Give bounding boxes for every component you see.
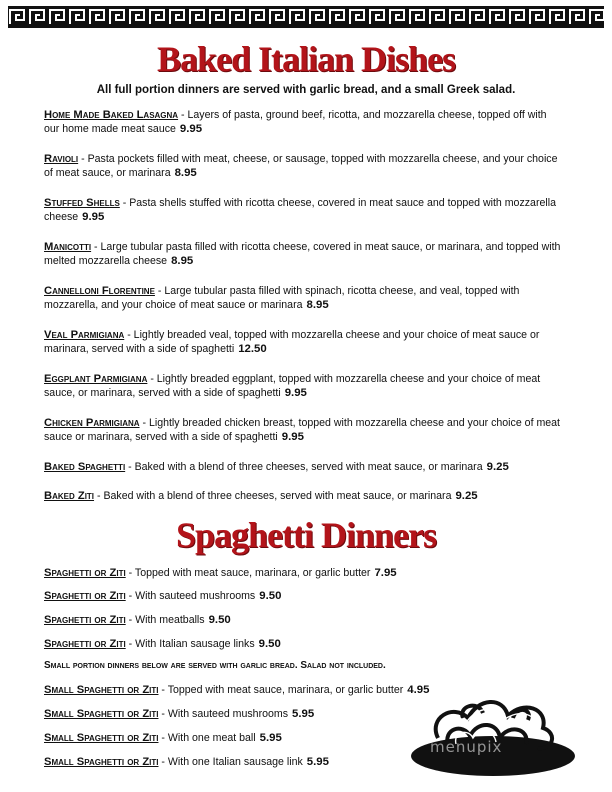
greek-key-border-top: [8, 6, 604, 28]
spaghetti-plate-icon: [408, 688, 578, 780]
menu-item-spaghetti-mushrooms: [44, 589, 564, 603]
menu-item-veal-parmigiana: [44, 328, 564, 356]
item-name: Ravioli: [44, 153, 79, 165]
item-name: Small Spaghetti or Ziti: [44, 684, 159, 696]
menu-item-lasagna: [44, 108, 564, 136]
item-name: Spaghetti or Ziti: [44, 614, 126, 626]
item-name: Spaghetti or Ziti: [44, 590, 126, 602]
menu-item-cannelloni: [44, 284, 564, 312]
item-price: 9.95: [284, 387, 307, 399]
item-price: 5.95: [292, 708, 315, 720]
item-name: Veal Parmigiana: [44, 329, 125, 341]
item-desc: - Pasta pockets filled with meat, cheese, or sausage, topped with mozzarella cheese, and your choice of meat sauce, or marinara: [44, 153, 558, 179]
item-desc: - With one Italian sausage link: [158, 756, 303, 768]
menu-item-manicotti: [44, 240, 564, 268]
item-price: 9.50: [258, 638, 281, 650]
item-price: 5.95: [259, 732, 282, 744]
item-price: 9.25: [455, 490, 478, 502]
item-desc: - With sauteed mushrooms: [125, 590, 256, 602]
item-price: 7.95: [374, 567, 397, 579]
spaghetti-dinners-title: Spaghetti Dinners: [175, 515, 437, 555]
item-name: Small Spaghetti or Ziti: [44, 732, 159, 744]
item-price: 9.95: [179, 123, 203, 135]
item-name: Chicken Parmigiana: [44, 417, 140, 429]
item-price: 9.50: [259, 590, 282, 602]
menu-item-spaghetti-basic: [44, 566, 564, 580]
item-desc: - With meatballs: [125, 614, 205, 626]
item-desc: - Topped with meat sauce, marinara, or garlic butter: [158, 684, 404, 696]
menu-item-eggplant-parmigiana: [44, 372, 564, 400]
item-name: Eggplant Parmigiana: [44, 373, 148, 385]
item-price: 9.50: [208, 614, 231, 626]
baked-dishes-title: Baked Italian Dishes: [156, 39, 456, 79]
menupix-watermark: menupix: [430, 738, 503, 756]
menu-item-baked-spaghetti: [44, 460, 564, 474]
item-price: 12.50: [238, 343, 267, 355]
item-desc: - Topped with meat sauce, marinara, or garlic butter: [125, 567, 371, 579]
item-desc: - With Italian sausage links: [125, 638, 255, 650]
item-desc: - With one meat ball: [158, 732, 256, 744]
menu-item-stuffed-shells: [44, 196, 564, 224]
item-price: 9.95: [82, 211, 105, 223]
item-name: Cannelloni Florentine: [44, 285, 155, 297]
menu-item-ravioli: [44, 152, 564, 180]
item-desc: - With sauteed mushrooms: [158, 708, 289, 720]
item-name: Manicotti: [44, 241, 92, 253]
item-desc: - Large tubular pasta filled with spinach, ricotta cheese, and veal, topped with mozzarella, and your choice of meat sauce or marinara: [44, 285, 520, 311]
menu-item-spaghetti-meatballs: [44, 613, 564, 627]
item-price: 8.95: [171, 255, 194, 267]
item-desc: - Large tubular pasta filled with ricotta cheese, covered in meat sauce, or marinara, and topped with melted mozzarella cheese: [44, 241, 561, 267]
item-name: Baked Ziti: [44, 490, 95, 502]
item-desc: - Baked with a blend of three cheeses, served with meat sauce, or marinara: [94, 490, 452, 502]
item-price: 4.95: [407, 684, 430, 696]
item-name: Stuffed Shells: [44, 197, 120, 209]
item-name: Home Made Baked Lasagna: [44, 109, 179, 121]
item-desc: - Layers of pasta, ground beef, ricotta, and mozzarella cheese, topped off with our home made meat sauce: [44, 109, 547, 135]
item-price: 9.95: [281, 431, 304, 443]
item-desc: - Lightly breaded chicken breast, topped with mozzarella cheese and your choice of meat sauce or marinara, served with a side of spaghetti: [44, 417, 561, 443]
item-desc: - Pasta shells stuffed with ricotta cheese, covered in meat sauce and topped with mozzarella cheese: [44, 197, 556, 223]
item-name: Spaghetti or Ziti: [44, 567, 126, 579]
item-price: 8.95: [174, 167, 197, 179]
menu-item-baked-ziti: [44, 489, 564, 503]
menu-item-spaghetti-sausage: [44, 637, 564, 651]
small-portion-note: Small portion dinners below are served with garlic bread. Salad not included.: [44, 660, 386, 671]
item-name: Baked Spaghetti: [44, 461, 126, 473]
item-name: Spaghetti or Ziti: [44, 638, 126, 650]
item-desc: - Lightly breaded veal, topped with mozzarella cheese and your choice of meat sauce or marinara, served with a side of spaghetti: [44, 329, 540, 355]
item-desc: - Lightly breaded eggplant, topped with mozzarella cheese and your choice of meat sauce, or marinara, served with a side of spaghetti: [44, 373, 541, 399]
item-price: 5.95: [306, 756, 329, 768]
item-price: 9.25: [486, 461, 509, 473]
item-name: Small Spaghetti or Ziti: [44, 756, 159, 768]
item-desc: - Baked with a blend of three cheeses, served with meat sauce, or marinara: [125, 461, 483, 473]
item-price: 8.95: [306, 299, 329, 311]
menu-item-chicken-parmigiana: [44, 416, 564, 444]
item-name: Small Spaghetti or Ziti: [44, 708, 159, 720]
baked-dishes-subtitle: All full portion dinners are served with garlic bread, and a small Greek salad.: [96, 84, 516, 96]
